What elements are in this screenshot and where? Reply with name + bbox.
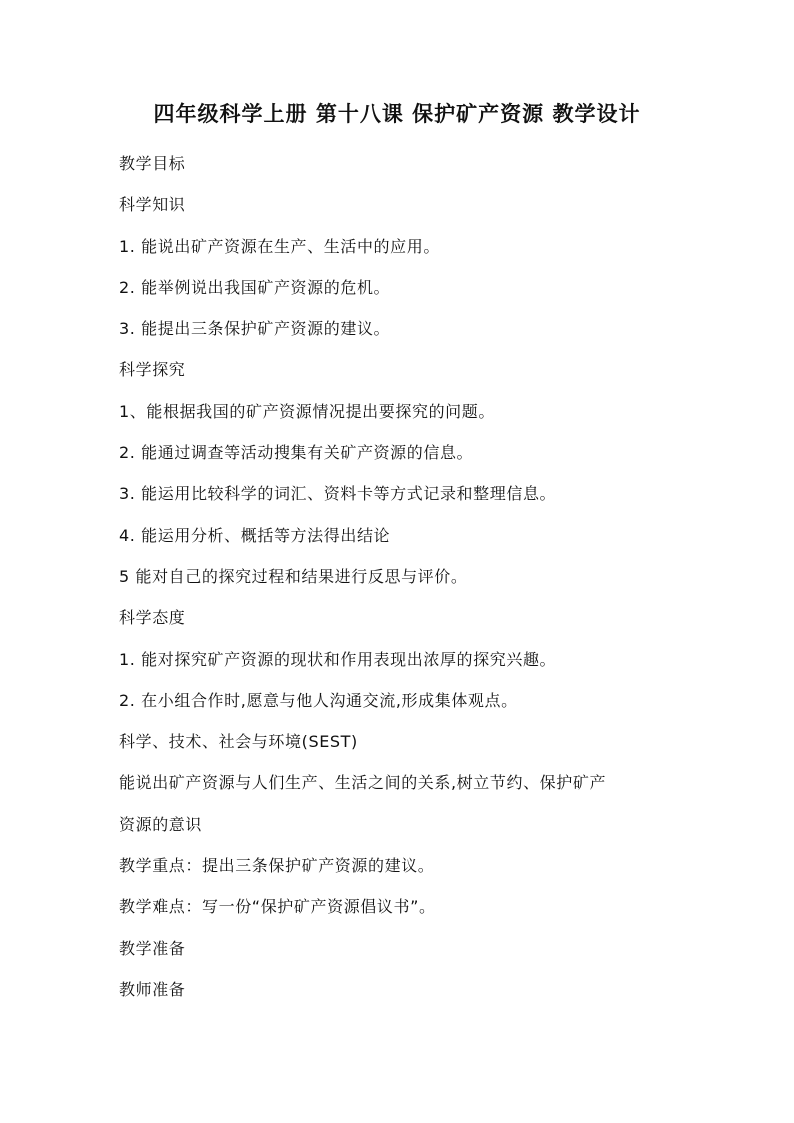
teaching-difficulty: 教学难点：写一份“保护矿产资源倡议书”。 (119, 897, 436, 917)
paragraph-line: 能说出矿产资源与人们生产、生活之间的关系,树立节约、保护矿产 (119, 773, 607, 793)
paragraph-line: 5 能对自己的探究过程和结果进行反思与评价。 (119, 566, 468, 586)
paragraph-line: 1. 能对探究矿产资源的现状和作用表现出浓厚的探究兴趣。 (119, 649, 557, 669)
teaching-key-point: 教学重点：提出三条保护矿产资源的建议。 (119, 856, 435, 876)
paragraph-line: 2. 能通过调查等活动搜集有关矿产资源的信息。 (119, 443, 474, 463)
paragraph-line: 1、能根据我国的矿产资源情况提出要探究的问题。 (119, 401, 495, 421)
subheading-sest: 科学、技术、社会与环境(SEST) (119, 732, 358, 752)
subheading-teacher-preparation: 教师准备 (119, 979, 186, 999)
section-heading-teaching-goals: 教学目标 (119, 154, 186, 173)
paragraph-line: 3. 能提出三条保护矿产资源的建议。 (119, 319, 391, 339)
document-title: 四年级科学上册 第十八课 保护矿产资源 教学设计 (153, 101, 641, 126)
paragraph-line: 4. 能运用分析、概括等方法得出结论 (119, 525, 391, 545)
paragraph-line: 3. 能运用比较科学的词汇、资料卡等方式记录和整理信息。 (119, 484, 557, 504)
paragraph-line: 1. 能说出矿产资源在生产、生活中的应用。 (119, 236, 440, 256)
paragraph-line: 2. 在小组合作时,愿意与他人沟通交流,形成集体观点。 (119, 690, 518, 710)
paragraph-line: 2. 能举例说出我国矿产资源的危机。 (119, 277, 391, 297)
subheading-science-inquiry: 科学探究 (119, 360, 186, 380)
subheading-science-knowledge: 科学知识 (119, 195, 186, 215)
document-body (119, 143, 689, 1010)
subheading-science-attitude: 科学态度 (119, 608, 186, 628)
paragraph-line: 资源的意识 (119, 814, 203, 834)
subheading-teaching-preparation: 教学准备 (119, 938, 186, 958)
